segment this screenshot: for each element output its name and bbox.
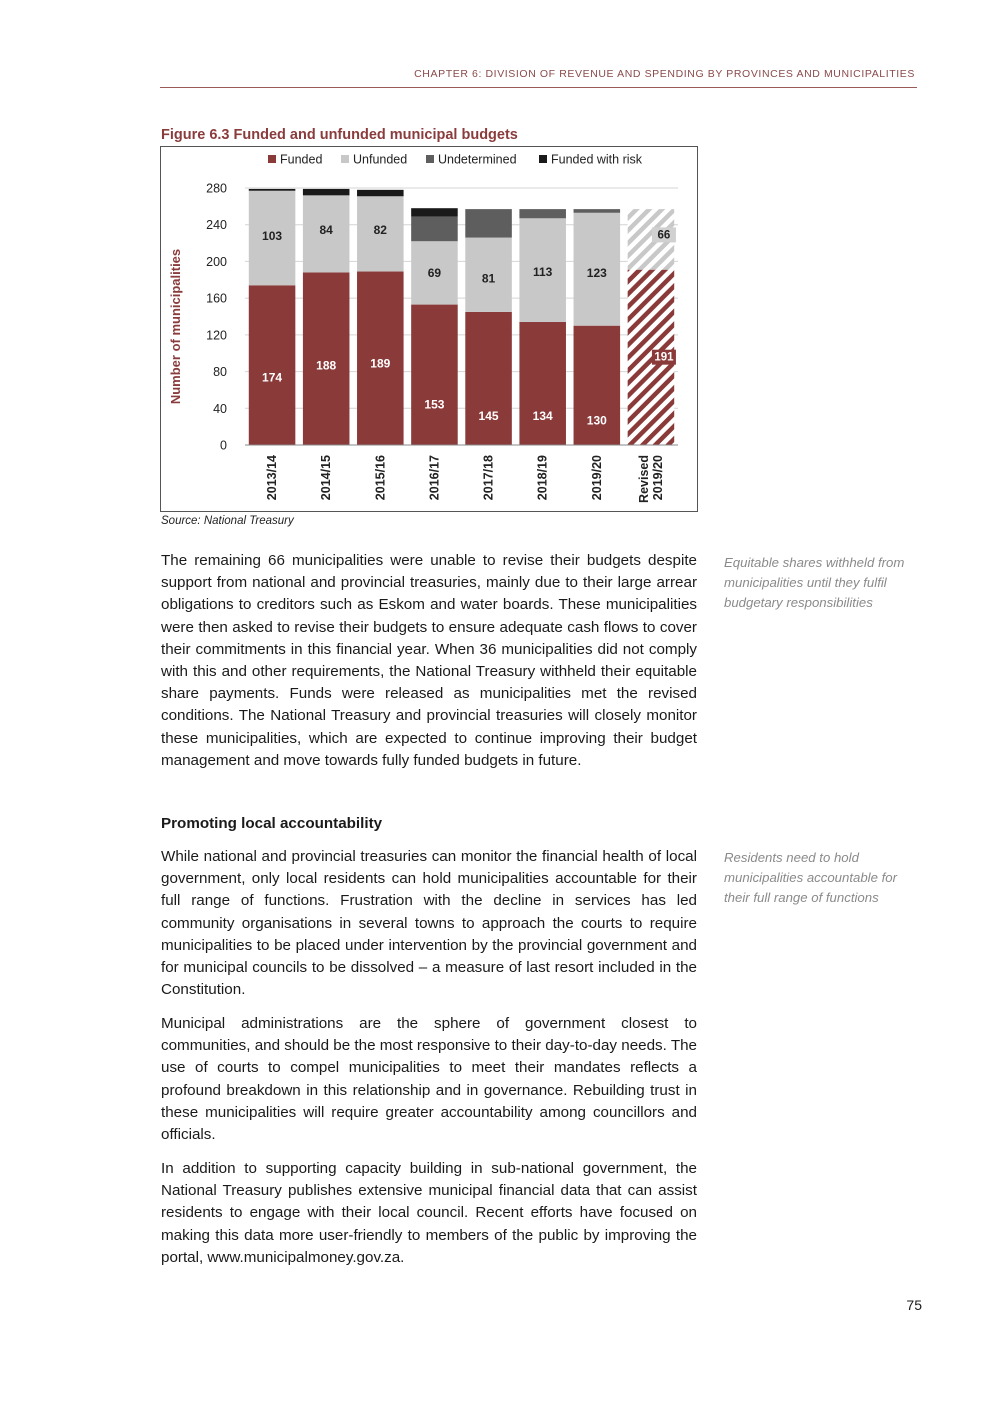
margin-note: Residents need to hold municipalities accountable for their full range of functions (724, 850, 897, 905)
legend-label: Funded with risk (551, 152, 643, 167)
paragraph: In addition to supporting capacity building in sub-national government, the National Treasury publishes extensive municipal financial data that can assist residents to engage with their local council. Recent efforts have focused on making this data more user-friendly to members of the public by improving the portal, www.municipalmoney.gov.za. (161, 1160, 697, 1266)
y-tick-label: 80 (213, 365, 227, 380)
figure-caption: Figure 6.3 Funded and unfunded municipal budgets (161, 127, 518, 143)
y-tick-label: 200 (206, 254, 227, 269)
legend-swatch (426, 155, 434, 163)
section-heading: Promoting local accountability (161, 815, 383, 832)
header-rule (160, 87, 917, 88)
data-label: 69 (427, 265, 442, 280)
legend-swatch (268, 155, 276, 163)
x-tick-label: 2014/15 (319, 455, 334, 501)
data-label: 191 (654, 351, 674, 364)
data-label: 82 (373, 222, 387, 237)
bar-segment (574, 209, 621, 213)
x-tick-label: 2018/19 (535, 455, 550, 501)
x-tick-label: 2013/14 (265, 455, 280, 501)
bar-segment (411, 305, 458, 445)
running-head: CHAPTER 6: DIVISION OF REVENUE AND SPENDING BY PROVINCES AND MUNICIPALITIES (414, 68, 915, 80)
x-tick-label: Revised (636, 455, 651, 503)
y-axis-title: Number of municipalities (168, 248, 183, 405)
bar-segment (249, 189, 296, 191)
margin-note: Equitable shares withheld from municipalities until they fulfil budgetary responsibilities (724, 555, 905, 610)
data-label: 84 (319, 222, 333, 237)
data-label: 130 (586, 413, 607, 428)
bar-segment (465, 312, 512, 445)
x-tick-label: 2016/17 (427, 455, 442, 501)
stacked-bar-chart (161, 147, 697, 511)
page-number: 75 (906, 1297, 922, 1313)
bar-segment (411, 216, 458, 241)
chart-frame (160, 146, 698, 512)
paragraph: While national and provincial treasuries can monitor the financial health of local government, only local residents can hold municipalities accountable for their full range of functions. Frustration with the decline in services has led community organisations in several towns to approach the courts to require municipalities to be placed under intervention by the provincial government and for municipal councils to be dissolved – a measure of last resort included in the Constitution. (161, 848, 697, 999)
data-label: 81 (481, 271, 496, 286)
data-label: 103 (262, 229, 283, 244)
data-label: 134 (532, 409, 553, 424)
y-tick-label: 0 (220, 438, 227, 453)
data-label: 153 (424, 397, 445, 412)
bar-segment (465, 209, 512, 237)
data-label: 189 (370, 356, 391, 371)
legend-label: Undetermined (438, 152, 517, 167)
paragraph: The remaining 66 municipalities were unable to revise their budgets despite support from national and provincial treasuries, mainly due to their large arrear obligations to creditors such as Eskom and water boards. These municipalities were then asked to revise their budgets to ensure adequate cash flows to cover their commitments in this financial year. When 36 municipalities did not comply with this and other requirements, the National Treasury withheld their equitable share payments. Funds were released as municipalities met the revised conditions. The National Treasury and provincial treasuries will closely monitor these municipalities, which are expected to continue improving their budget management and move towards fully funded budgets in future. (161, 552, 697, 769)
y-tick-label: 240 (206, 218, 227, 233)
bar-segment (303, 189, 350, 195)
bar-segment (411, 208, 458, 216)
y-tick-label: 160 (206, 291, 227, 306)
x-tick-label: 2017/18 (481, 455, 496, 501)
data-label: 66 (657, 229, 671, 242)
legend-label: Unfunded (353, 152, 408, 167)
data-label: 123 (586, 266, 607, 281)
bar-segment (519, 209, 566, 218)
data-label: 188 (316, 358, 337, 373)
x-tick-label: 2019/20 (650, 455, 665, 501)
bar-segment (519, 322, 566, 445)
y-tick-label: 120 (206, 328, 227, 343)
figure-source: Source: National Treasury (161, 515, 294, 527)
data-label: 145 (478, 408, 499, 423)
x-tick-label: 2015/16 (373, 455, 388, 501)
legend-swatch (341, 155, 349, 163)
x-tick-label: 2019/20 (589, 455, 604, 501)
data-label: 174 (262, 370, 283, 385)
y-tick-label: 280 (206, 181, 227, 196)
paragraph: Municipal administrations are the sphere of government closest to communities, and should be the most responsive to their day-to-day needs. The use of courts to compel municipalities to meet their mandates reflects a profound breakdown in this relationship and in governance. Rebuilding trust in these municipalities will require greater accountability among councillors and officials. (161, 1015, 697, 1144)
data-label: 113 (533, 265, 553, 280)
legend-label: Funded (280, 152, 323, 167)
bar-segment (357, 190, 404, 196)
legend-swatch (539, 155, 547, 163)
y-tick-label: 40 (213, 401, 227, 416)
bar-segment (249, 285, 296, 445)
